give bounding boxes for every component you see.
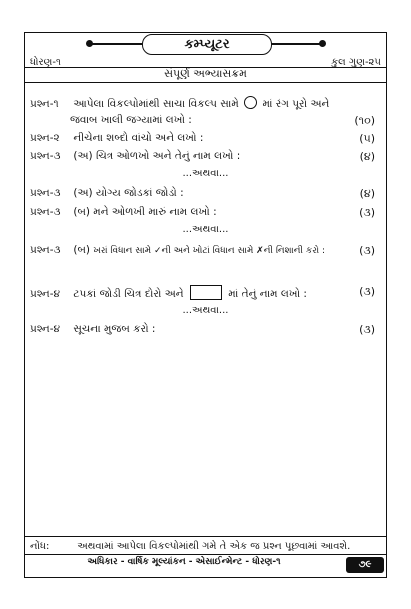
question-marks: (૪) <box>359 150 375 163</box>
title-dot-right <box>319 40 326 47</box>
syllabus-label: સંપૂર્ણ અભ્યાસક્રમ <box>164 67 247 80</box>
question-marks: (૫) <box>359 132 375 145</box>
standard-label: ધોરણ-૧ <box>30 57 61 68</box>
question-number: પ્રશ્ન-૪ <box>30 323 61 335</box>
question-text: (બ) મને ઓળખી મારું નામ લખો : <box>73 206 217 218</box>
question-text: માં રંગ પૂરો અને <box>262 98 330 110</box>
question-1 <box>30 96 329 111</box>
question-marks: (૧૦) <box>354 114 375 127</box>
question-text: (અ) ચિત્ર ઓળખો અને તેનું નામ લખો : <box>73 150 241 162</box>
question-text: સૂચના મુજબ કરો : <box>73 323 156 335</box>
blank-box-icon <box>190 285 222 300</box>
title-line-right <box>270 43 322 45</box>
question-1-continued <box>70 114 192 127</box>
question-4-alt <box>30 323 155 336</box>
note-divider <box>24 536 387 537</box>
question-marks: (૩) <box>359 206 375 219</box>
question-number: પ્રશ્ન-૩ <box>30 244 61 256</box>
circle-icon <box>244 96 257 109</box>
question-text: (અ) યોગ્ય જોડકાં જોડો : <box>73 187 184 199</box>
total-marks-label: કુલ ગુણ-૨૫ <box>331 57 381 68</box>
question-number: પ્રશ્ન-૨ <box>30 132 60 144</box>
question-text: (બ) <box>73 244 90 256</box>
question-number: પ્રશ્ન-૧ <box>30 98 59 110</box>
question-text: જવાબ ખાલી જગ્યામાં લખો : <box>70 114 192 126</box>
note-text: અથવામાં આપેલા વિકલ્પોમાંથી ગમે તે એક જ પ્રશ્ન પૂછવામાં આવશે. <box>77 541 351 552</box>
title-line-left <box>90 43 142 45</box>
question-3b <box>30 206 217 219</box>
question-3a <box>30 150 240 163</box>
question-marks: (૪) <box>359 187 375 200</box>
footer-divider <box>24 554 387 555</box>
footer-text: અધિકાર - વાર્ષિક મૂલ્યાંકન - એસાઈન્મેન્ટ - ધોરણ-૧ <box>87 557 281 567</box>
question-text: નીચેના શબ્દો વાંચો અને લખો : <box>73 132 204 144</box>
question-number: પ્રશ્ન-૩ <box>30 150 61 162</box>
question-3a-alt <box>30 187 184 200</box>
question-number: પ્રશ્ન-૩ <box>30 206 61 218</box>
note <box>30 541 350 552</box>
question-2 <box>30 132 203 145</box>
question-marks: (૩) <box>359 285 375 298</box>
question-text: માં તેનું નામ લખો : <box>228 288 307 300</box>
note-label: નોંધ: <box>30 541 50 552</box>
header-divider-bottom <box>24 82 387 83</box>
or-separator: ...અથવા... <box>182 305 229 316</box>
question-number: પ્રશ્ન-૪ <box>30 288 61 300</box>
question-text: ટપકાં જોડી ચિત્ર દોરો અને <box>73 288 184 300</box>
title-dot-left <box>86 40 93 47</box>
question-text: ખરાં વિધાન સામે ✓ની અને ખોટાં વિધાન સામે ✗ની નિશાની કરો : <box>93 246 326 256</box>
subject-title: કમ્પ્યૂટર <box>142 34 272 55</box>
question-4 <box>30 285 307 301</box>
question-marks: (૩) <box>359 244 375 257</box>
question-number: પ્રશ્ન-૩ <box>30 187 61 199</box>
question-marks: (૩) <box>359 323 375 336</box>
or-separator: ...અથવા... <box>182 168 229 179</box>
question-text: આપેલા વિકલ્પોમાંથી સાચા વિકલ્પ સામે <box>73 98 239 110</box>
question-3b-alt <box>30 244 325 257</box>
page-number: ૭૯ <box>346 557 384 573</box>
or-separator: ...અથવા... <box>182 224 229 235</box>
